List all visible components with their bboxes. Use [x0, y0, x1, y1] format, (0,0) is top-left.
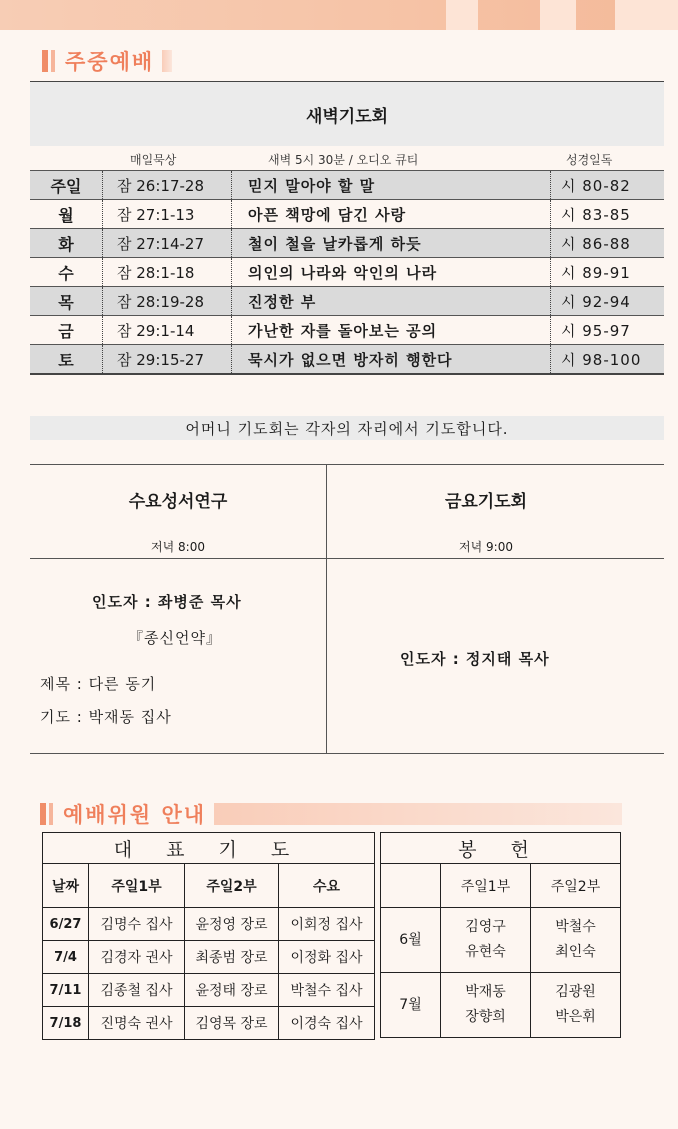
date-cell: 7/4: [43, 941, 89, 974]
offering-title: 봉 헌: [381, 833, 621, 864]
wednesday-time: 저녁 8:00: [151, 540, 205, 554]
psalm-cell: 시 83-85: [551, 200, 665, 229]
table-row: [381, 973, 621, 1038]
table-row: [30, 258, 664, 287]
psalm-cell: 시 95-97: [551, 316, 665, 345]
column-header: 주일1부: [89, 864, 185, 908]
name-cell: 김명수 집사: [89, 908, 185, 941]
col-time: 새벽 5시 30분 / 오디오 큐티: [268, 153, 419, 167]
proverbs-ref-cell: 잠 26:17-28: [103, 171, 232, 200]
mother-prayer-notice: 어머니 기도회는 각자의 자리에서 기도합니다.: [30, 416, 664, 440]
name-cell: 김경자 권사: [89, 941, 185, 974]
wed-fri-services: [30, 464, 664, 754]
day-cell: 월: [30, 200, 103, 229]
name-cell: 이정화 집사: [279, 941, 375, 974]
meditation-title-cell: 진정한 부: [232, 287, 551, 316]
names-cell: [531, 908, 621, 973]
name-item: 박철수: [555, 919, 596, 935]
table-row: [43, 908, 375, 941]
friday-leader: 인도자 : 정지태 목사: [400, 650, 550, 668]
name-cell: 김영목 장로: [185, 1007, 279, 1040]
psalm-cell: 시 98-100: [551, 345, 665, 375]
table-row: [30, 229, 664, 258]
top-banner: [0, 0, 678, 30]
meditation-title-cell: 묵시가 없으면 방자히 행한다: [232, 345, 551, 375]
wednesday-leader: 인도자 : 좌병준 목사: [92, 593, 242, 611]
column-header: [381, 864, 441, 908]
name-item: 박은휘: [555, 1009, 596, 1025]
month-cell: 7월: [381, 973, 441, 1038]
name-item: 김광원: [555, 984, 596, 1000]
banner-square: [540, 0, 576, 30]
section-title: 주중예배: [65, 50, 155, 74]
friday-title: 금요기도회: [444, 492, 528, 512]
banner-square: [446, 0, 478, 30]
dawn-prayer-title: 새벽기도회: [30, 81, 664, 146]
name-item: 유현숙: [465, 944, 506, 960]
date-cell: 7/11: [43, 974, 89, 1007]
dawn-schedule-table: [30, 170, 664, 375]
representative-prayer-table: [42, 832, 375, 1040]
table-row: [30, 287, 664, 316]
proverbs-ref-cell: 잠 29:1-14: [103, 316, 232, 345]
name-cell: 이회정 집사: [279, 908, 375, 941]
section-header-weekday: [42, 46, 172, 76]
column-header: 수요: [279, 864, 375, 908]
table-row: [43, 941, 375, 974]
psalm-cell: 시 80-82: [551, 171, 665, 200]
name-cell: 김종철 집사: [89, 974, 185, 1007]
wednesday-subject: 제목 : 다른 동기: [40, 675, 157, 693]
name-cell: 윤정태 장로: [185, 974, 279, 1007]
meditation-title-cell: 철이 철을 날카롭게 하듯: [232, 229, 551, 258]
table-row: [30, 345, 664, 375]
section-header-committee: [40, 799, 622, 829]
column-header: 주일2부: [185, 864, 279, 908]
meditation-title-cell: 가난한 자를 돌아보는 공의: [232, 316, 551, 345]
psalm-cell: 시 92-94: [551, 287, 665, 316]
column-header: 주일1부: [441, 864, 531, 908]
wednesday-title: 수요성서연구: [128, 492, 228, 512]
proverbs-ref-cell: 잠 28:1-18: [103, 258, 232, 287]
day-cell: 목: [30, 287, 103, 316]
wednesday-book: 『종신언약』: [128, 629, 222, 647]
psalm-cell: 시 86-88: [551, 229, 665, 258]
column-header: 날짜: [43, 864, 89, 908]
day-cell: 금: [30, 316, 103, 345]
date-cell: 6/27: [43, 908, 89, 941]
name-item: 박재동: [465, 984, 506, 1000]
table-row: [30, 171, 664, 200]
names-cell: [441, 973, 531, 1038]
day-cell: 수: [30, 258, 103, 287]
meditation-title-cell: 아픈 책망에 담긴 사랑: [232, 200, 551, 229]
name-item: 장향희: [465, 1009, 506, 1025]
offering-table: [380, 832, 621, 1038]
date-cell: 7/18: [43, 1007, 89, 1040]
table-row: [30, 200, 664, 229]
banner-square: [615, 0, 678, 30]
friday-time: 저녁 9:00: [459, 540, 513, 554]
proverbs-ref-cell: 잠 27:14-27: [103, 229, 232, 258]
proverbs-ref-cell: 잠 29:15-27: [103, 345, 232, 375]
month-cell: 6월: [381, 908, 441, 973]
name-item: 최인숙: [555, 944, 596, 960]
col-meditation: 매일묵상: [130, 153, 177, 167]
name-cell: 최종범 장로: [185, 941, 279, 974]
name-cell: 박철수 집사: [279, 974, 375, 1007]
day-cell: 토: [30, 345, 103, 375]
day-cell: 화: [30, 229, 103, 258]
meditation-title-cell: 의인의 나라와 악인의 나라: [232, 258, 551, 287]
proverbs-ref-cell: 잠 28:19-28: [103, 287, 232, 316]
wednesday-prayer: 기도 : 박재동 집사: [40, 708, 172, 726]
psalm-cell: 시 89-91: [551, 258, 665, 287]
name-item: 김영구: [465, 919, 506, 935]
rep-prayer-title: 대 표 기 도: [43, 833, 375, 864]
table-row: [43, 974, 375, 1007]
table-row: [381, 908, 621, 973]
meditation-title-cell: 믿지 말아야 할 말: [232, 171, 551, 200]
column-header: 주일2부: [531, 864, 621, 908]
names-cell: [531, 973, 621, 1038]
name-cell: 진명숙 권사: [89, 1007, 185, 1040]
table-row: [30, 316, 664, 345]
proverbs-ref-cell: 잠 27:1-13: [103, 200, 232, 229]
day-cell: 주일: [30, 171, 103, 200]
name-cell: 이경숙 집사: [279, 1007, 375, 1040]
names-cell: [441, 908, 531, 973]
table-row: [43, 1007, 375, 1040]
col-bible: 성경일독: [566, 153, 613, 167]
name-cell: 윤정영 장로: [185, 908, 279, 941]
section-title: 예배위원 안내: [63, 803, 207, 827]
